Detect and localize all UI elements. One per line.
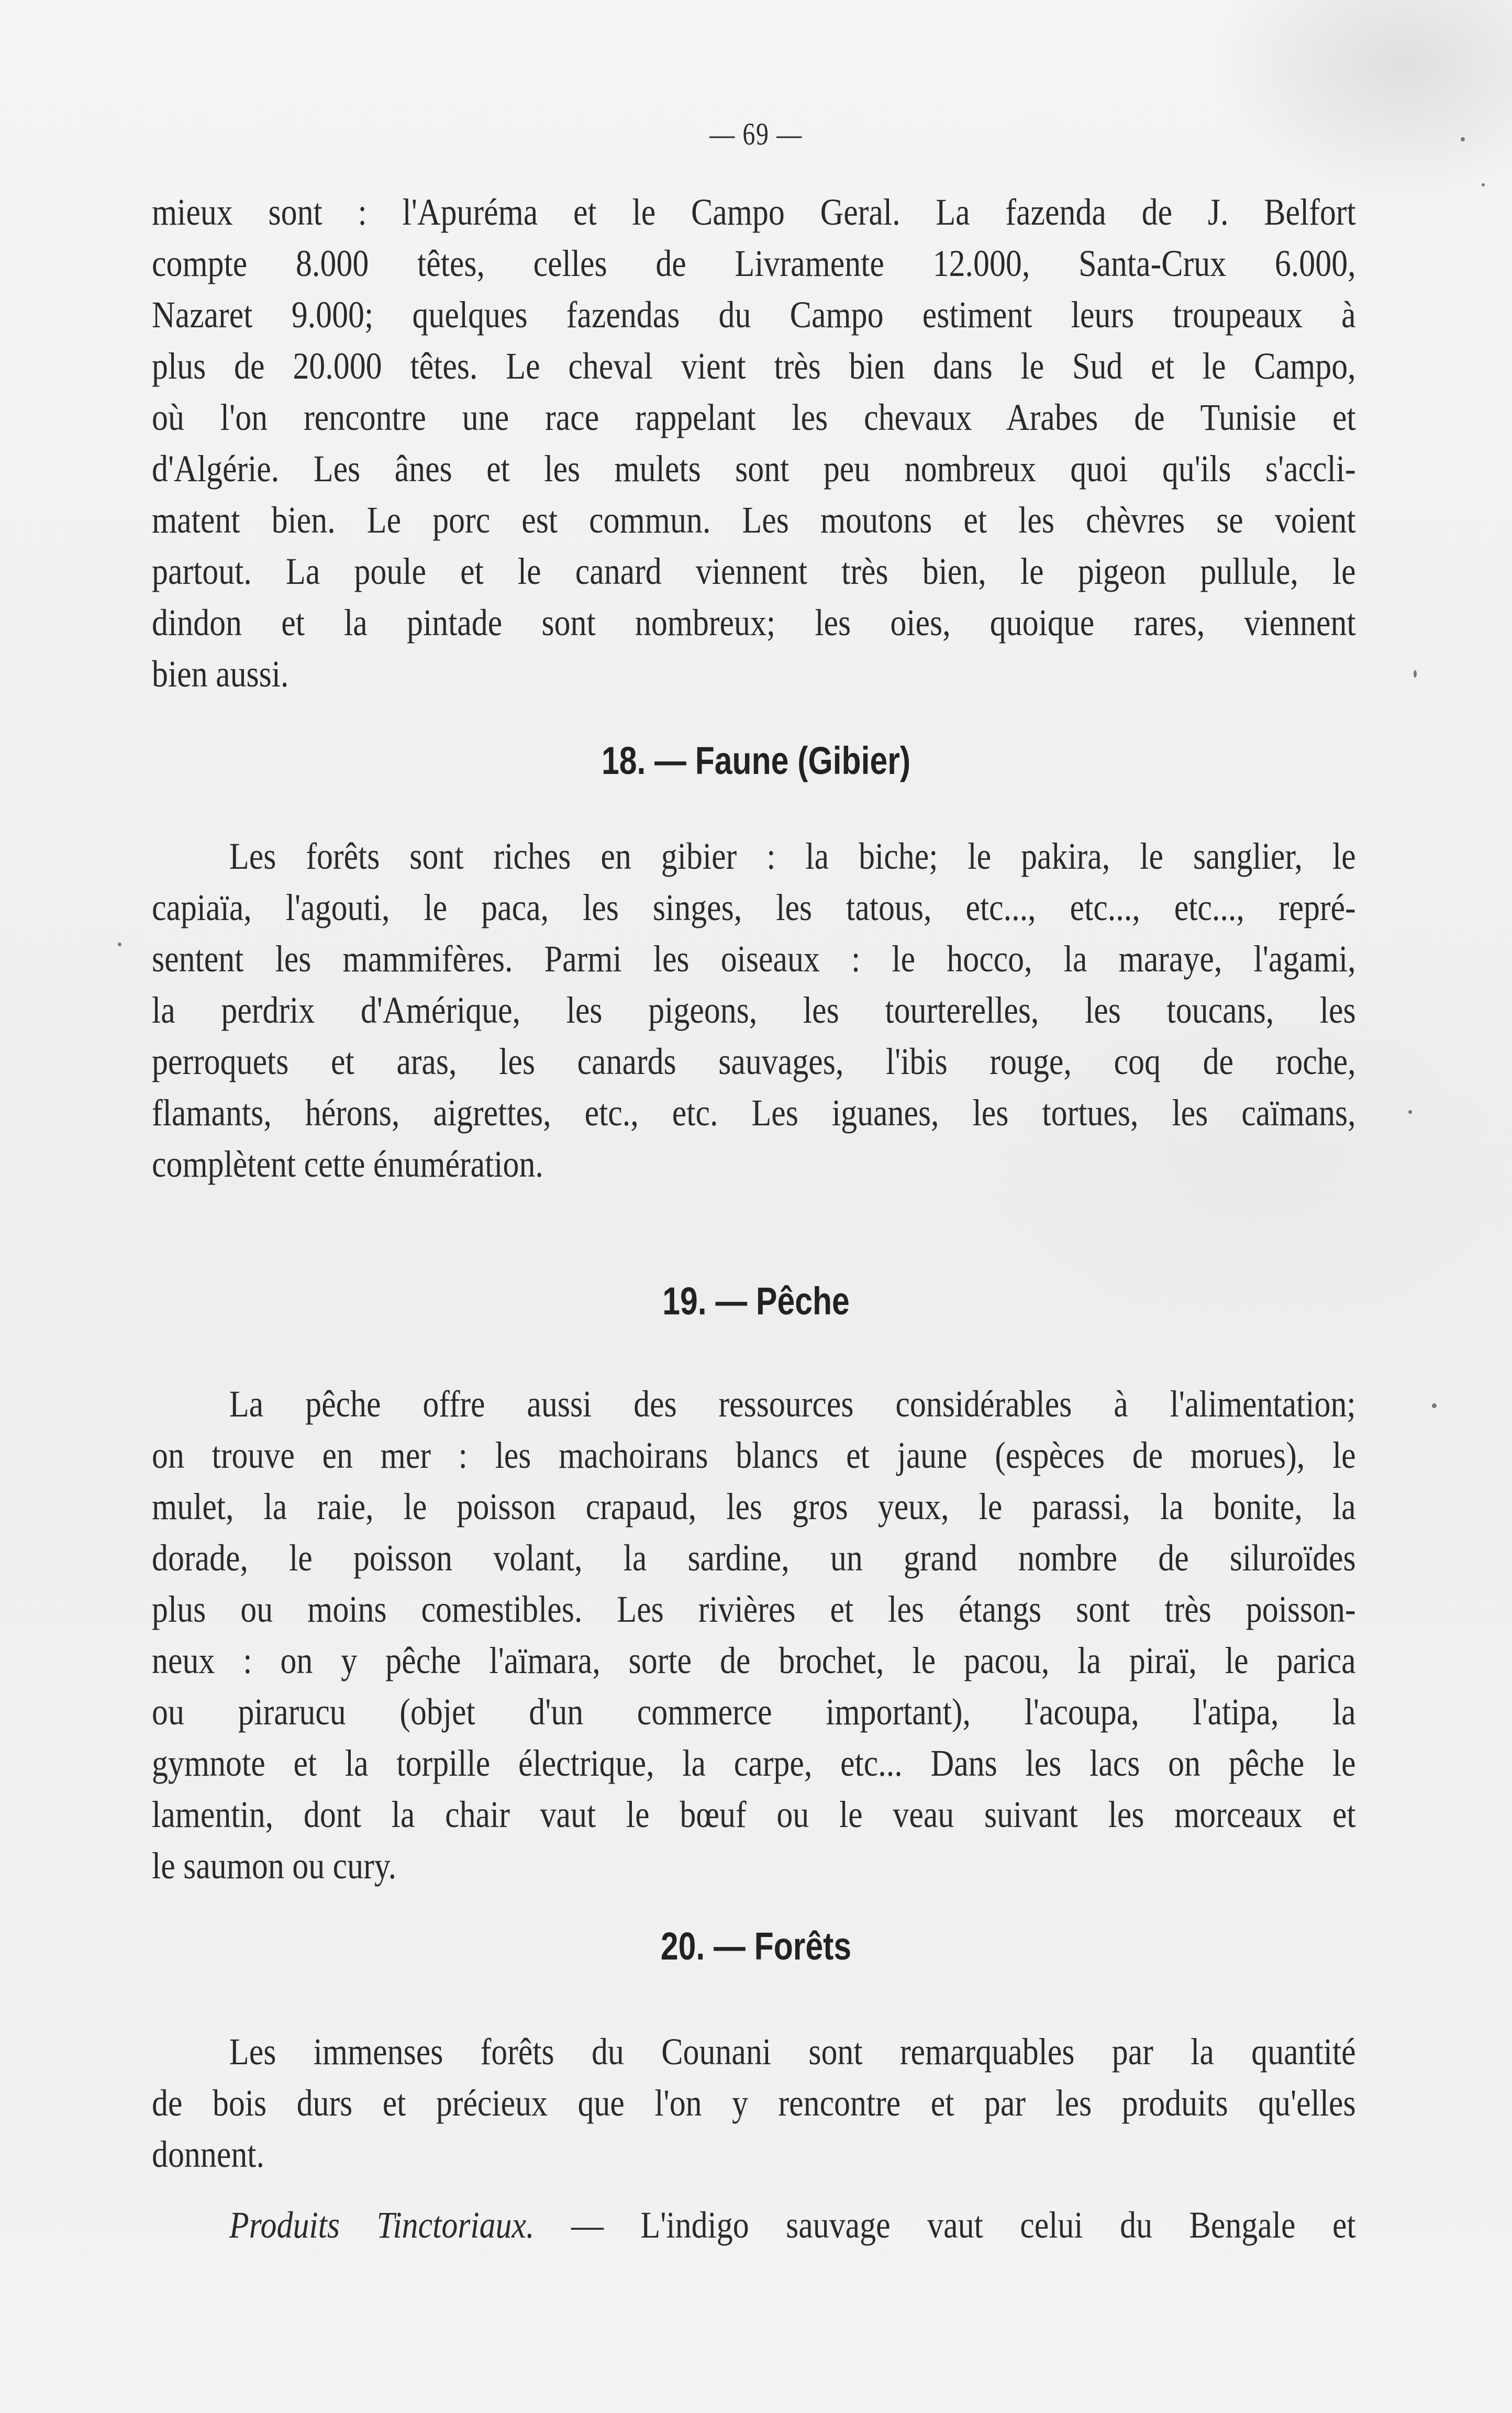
text-line: lamentin, dont la chair vaut le bœuf ou le veau suivant les morceaux et [152,1794,1356,1835]
text-line: dorade, le poisson volant, la sardine, un grand nombre de siluroïdes [152,1537,1356,1579]
text-line: le saumon ou cury. [152,1845,397,1887]
section-heading-forets: 20. — Forêts [660,1924,852,1968]
text-line: bien aussi. [152,653,289,695]
scan-speck [1408,1110,1412,1114]
text-line: plus de 20.000 têtes. Le cheval vient très bien dans le Sud et le Campo, [152,345,1356,387]
text-line: mieux sont : l'Apuréma et le Campo Geral. La fazenda de J. Belfort [152,191,1356,233]
text-line: la perdrix d'Amérique, les pigeons, les tourterelles, les toucans, les [152,989,1356,1031]
text-line: perroquets et aras, les canards sauvages, l'ibis rouge, coq de roche, [152,1041,1356,1082]
forets-paragraph [152,2026,1356,2180]
subparagraph-label: Produits Tinctoriaux. [229,2204,535,2246]
text-line: plus ou moins comestibles. Les rivières et les étangs sont très poisson- [152,1588,1356,1630]
tinctoriaux-paragraph [152,2199,1356,2251]
text-line: donnent. [152,2133,264,2175]
text-line [152,2199,1356,2251]
scan-speck [1461,137,1465,141]
text-line: neux : on y pêche l'aïmara, sorte de brochet, le pacou, la piraï, le parica [152,1640,1356,1681]
text-line: matent bien. Le porc est commun. Les moutons et les chèvres se voient [152,499,1356,541]
text-line: compte 8.000 têtes, celles de Livramente 12.000, Santa-Crux 6.000, [152,242,1356,284]
text-line: capiaïa, l'agouti, le paca, les singes, les tatous, etc..., etc..., etc..., repré- [152,887,1356,928]
text-line: dindon et la pintade sont nombreux; les oies, quoique rares, viennent [152,602,1356,644]
peche-paragraph [152,1378,1356,1891]
text-line: La pêche offre aussi des ressources considérables à l'alimentation; [229,1383,1356,1425]
text-line: de bois durs et précieux que l'on y rencontre et par les produits qu'elles [152,2082,1356,2124]
text-line: où l'on rencontre une race rappelant les chevaux Arabes de Tunisie et [152,396,1356,438]
section-heading-peche: 19. — Pêche [662,1279,850,1323]
text-line: Les forêts sont riches en gibier : la biche; le pakira, le sanglier, le [229,835,1356,877]
text-line: ou pirarucu (objet d'un commerce important), l'acoupa, l'atipa, la [152,1691,1356,1733]
text-line: flamants, hérons, aigrettes, etc., etc. Les iguanes, les tortues, les caïmans, [152,1092,1356,1134]
scan-speck [1482,183,1485,186]
scan-speck [1414,670,1417,678]
text-line: gymnote et la torpille électrique, la carpe, etc... Dans les lacs on pêche le [152,1742,1356,1784]
text-line: on trouve en mer : les machoirans blancs et jaune (espèces de morues), le [152,1434,1356,1476]
text-line: Les immenses forêts du Counani sont remarquables par la quantité [229,2031,1356,2073]
scan-speck [118,943,121,946]
text-line: mulet, la raie, le poisson crapaud, les gros yeux, le parassi, la bonite, la [152,1486,1356,1528]
text-line: complètent cette énumération. [152,1143,543,1185]
page-number: — 69 — [709,117,803,151]
text-line: sentent les mammifères. Parmi les oiseaux : le hocco, la maraye, l'agami, [152,938,1356,980]
text-line: partout. La poule et le canard viennent très bien, le pigeon pullule, le [152,550,1356,592]
section-heading-faune: 18. — Faune (Gibier) [601,739,911,782]
text-line: Nazaret 9.000; quelques fazendas du Campo estiment leurs troupeaux à [152,294,1356,336]
intro-paragraph [152,186,1356,700]
scan-speck [1432,1403,1437,1408]
subparagraph-text: — L'indigo sauvage vaut celui du Bengale et [534,2204,1356,2246]
text-line: d'Algérie. Les ânes et les mulets sont peu nombreux quoi qu'ils s'accli- [152,448,1356,490]
faune-paragraph [152,831,1356,1190]
